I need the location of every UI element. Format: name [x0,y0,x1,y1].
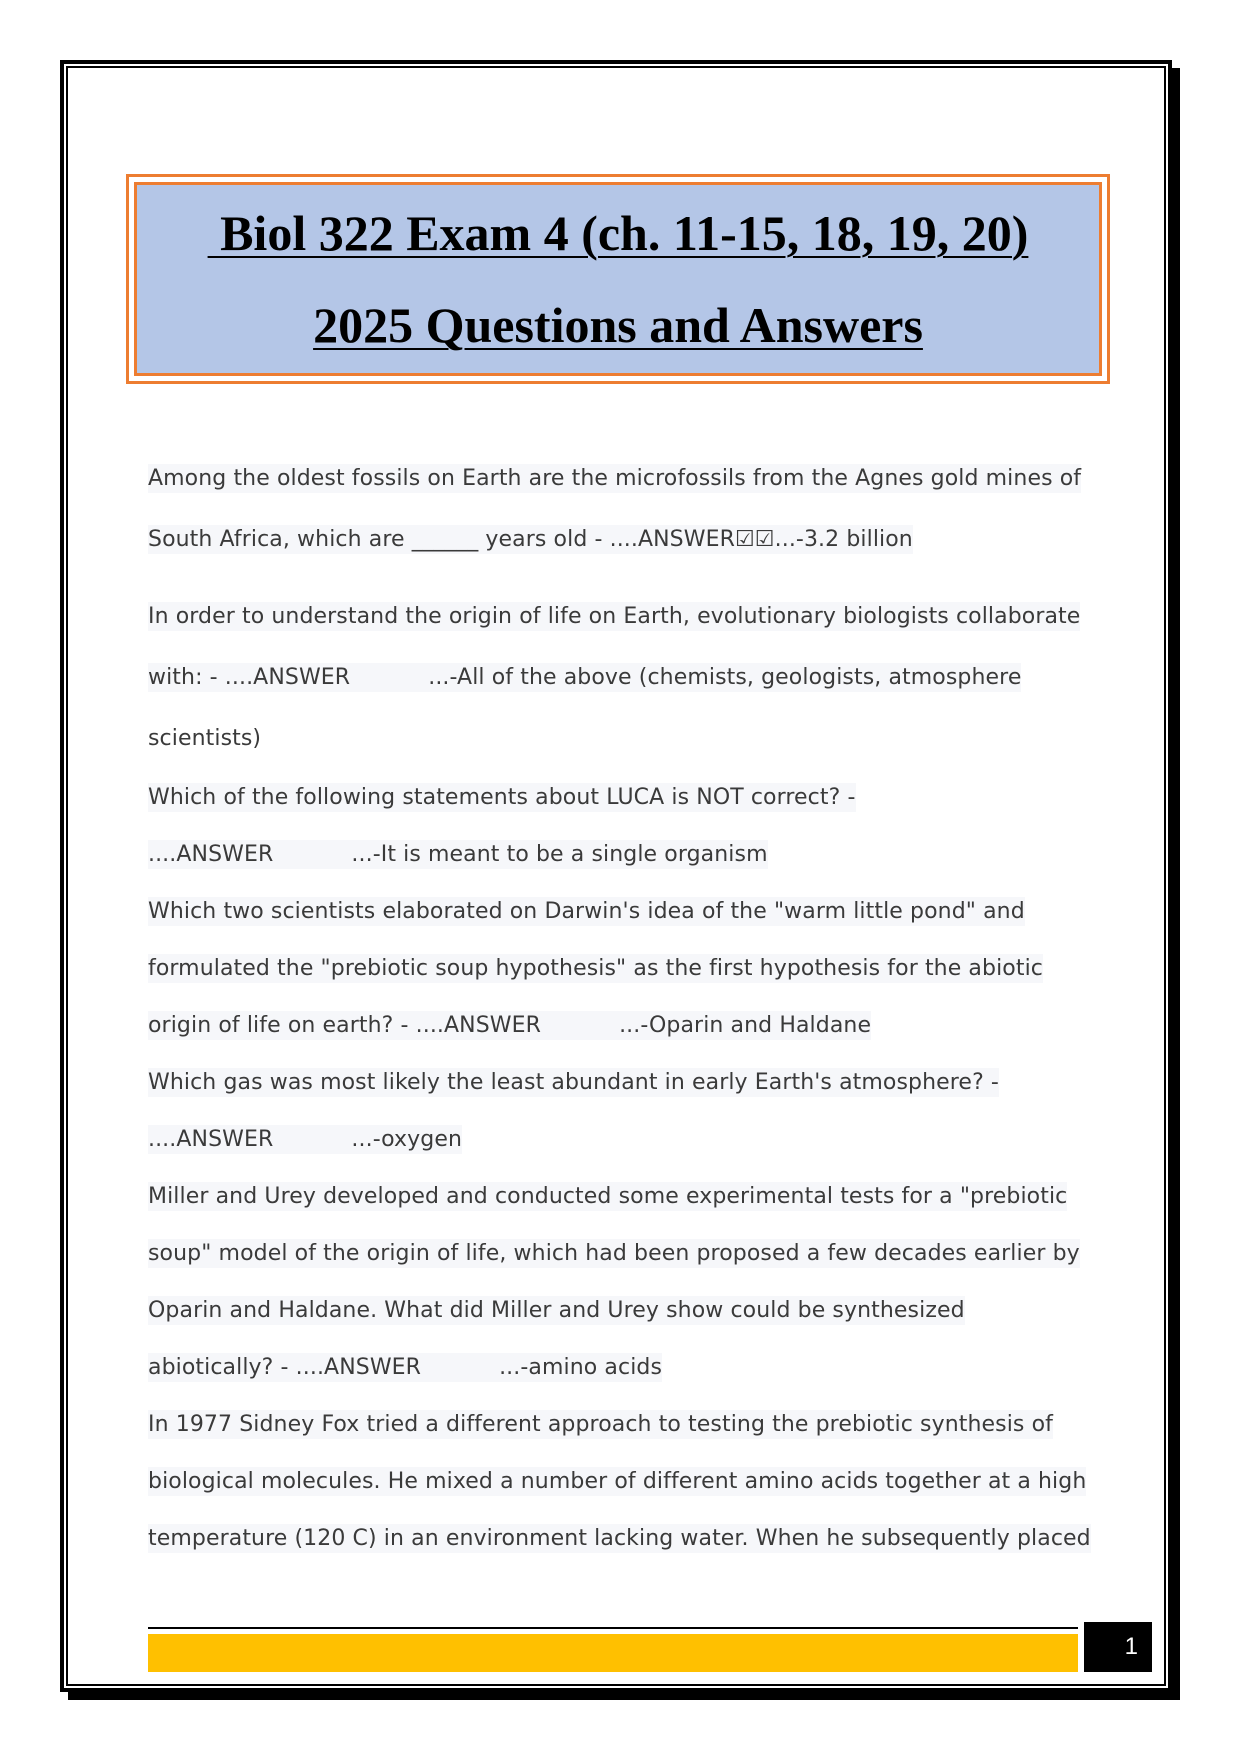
qa-line-text: formulated the "prebiotic soup hypothesis" as the first hypothesis for the abiotic [148,956,1043,981]
qa-item [148,883,1088,1054]
qa-item [148,448,1088,570]
qa-line [148,1168,1088,1225]
document-title-line-2: 2025 Questions and Answers [313,297,923,353]
qa-line-text: biological molecules. He mixed a number of different amino acids together at a high [148,1469,1087,1494]
qa-line-text: origin of life on earth? - ....ANSWER ...-Oparin and Haldane [148,1013,872,1038]
qa-line [148,1396,1088,1453]
qa-line [148,826,1088,883]
qa-item [148,769,1088,883]
qa-item [148,586,1088,769]
qa-line-text: Which of the following statements about LUCA is NOT correct? - [148,785,856,810]
qa-line-text: ....ANSWER ...-oxygen [148,1127,463,1152]
qa-line-text: scientists) [148,726,262,751]
qa-line [148,708,1088,769]
qa-line-text: In 1977 Sidney Fox tried a different approach to testing the prebiotic synthesis of [148,1412,1053,1437]
qa-line-text: soup" model of the origin of life, which had been proposed a few decades earlier by [148,1241,1080,1266]
qa-line [148,1453,1088,1510]
qa-line [148,769,1088,826]
qa-line [148,1510,1091,1567]
qa-line-text: ....ANSWER ...-It is meant to be a single organism [148,842,768,867]
title-box [134,182,1102,376]
qa-line [148,448,1088,509]
qa-item [148,1054,1088,1168]
footer-bar [148,1634,1078,1672]
qa-content [148,448,1091,1567]
qa-line [148,883,1088,940]
qa-line-text: Which two scientists elaborated on Darwin's idea of the "warm little pond" and [148,899,1025,924]
qa-line [148,1111,1088,1168]
document-title-line-1: Biol 322 Exam 4 (ch. 11-15, 18, 19, 20) [207,205,1029,261]
qa-line [148,647,1088,708]
qa-line-text: South Africa, which are ______ years old - ....ANSWER☑☑...-3.2 billion [148,527,913,552]
qa-line [148,1339,1088,1396]
qa-line [148,586,1088,647]
qa-line-text: Which gas was most likely the least abundant in early Earth's atmosphere? - [148,1070,999,1095]
qa-line-text: Among the oldest fossils on Earth are the microfossils from the Agnes gold mines of [148,466,1082,491]
footer-rule [148,1627,1078,1629]
qa-line [148,997,1088,1054]
qa-line [148,940,1088,997]
qa-line-text: with: - ....ANSWER ...-All of the above (chemists, geologists, atmosphere [148,665,1022,690]
qa-item [148,1396,1091,1567]
qa-line [148,1225,1088,1282]
qa-line-text: temperature (120 C) in an environment lacking water. When he subsequently placed [148,1526,1091,1551]
qa-line [148,509,1088,570]
qa-line-text: In order to understand the origin of life on Earth, evolutionary biologists collaborate [148,604,1081,629]
qa-line-text: Oparin and Haldane. What did Miller and Urey show could be synthesized [148,1298,965,1323]
qa-line [148,1054,1088,1111]
qa-line [148,1282,1088,1339]
qa-line-text: abiotically? - ....ANSWER ...-amino acids [148,1355,663,1380]
qa-item [148,1168,1088,1396]
page-number: 1 [1084,1622,1152,1672]
qa-line-text: Miller and Urey developed and conducted some experimental tests for a "prebiotic [148,1184,1068,1209]
